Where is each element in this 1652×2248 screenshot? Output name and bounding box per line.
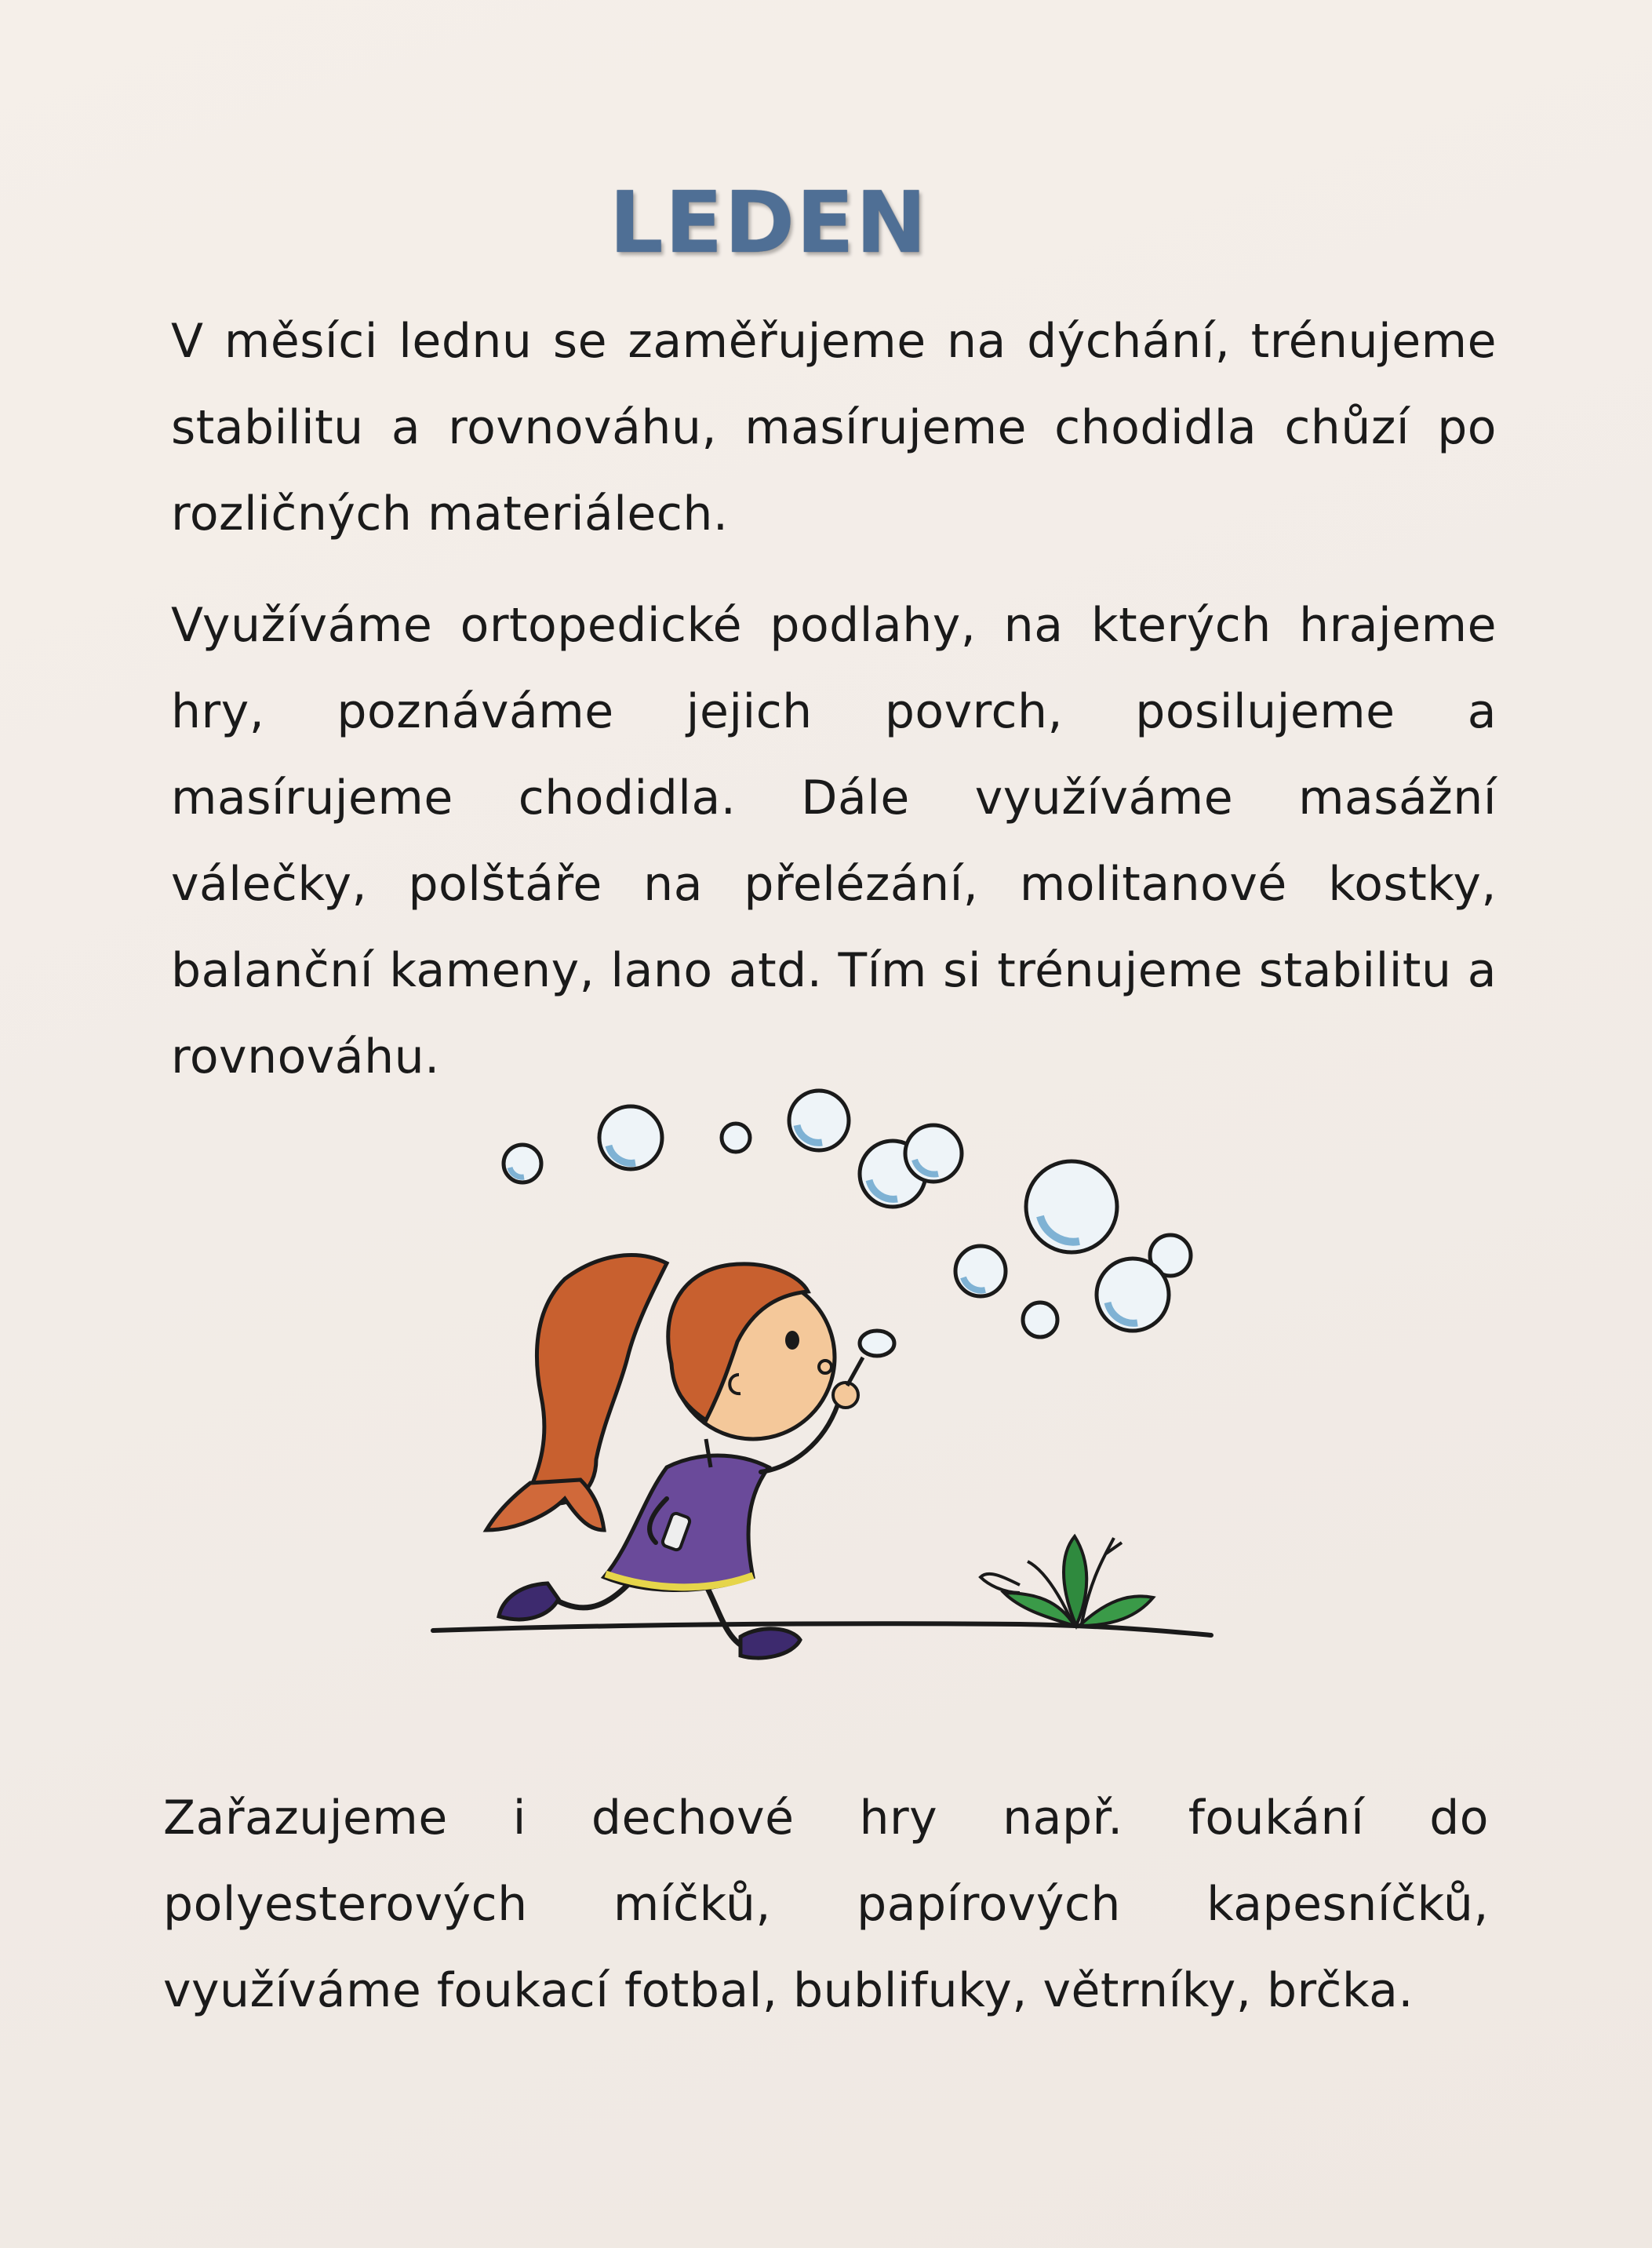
page-title: LEDEN [609,174,929,273]
bubble-icon [789,1091,849,1150]
bubble-icon [1097,1259,1169,1331]
paragraph-orthopedic: Využíváme ortopedické podlahy, na kterých hrajeme hry, poznáváme jejich povrch, posilujeme a masírujeme chodidla. Dále využíváme masážní válečky, polštáře na přelézání, molitanové kostky, balanční kameny, lano atd. Tím si trénujeme stabilitu a rovnováhu. [171,598,1497,1084]
bubble-icon [1023,1303,1057,1337]
girl-blowing-bubbles-illustration [424,1075,1232,1679]
bubble-icon [722,1124,750,1152]
paragraph-breathing: V měsíci lednu se zaměřujeme na dýchání, trénujeme stabilitu a rovnováhu, masírujeme chodidla chůzí po rozličných materiálech. [171,314,1497,541]
girl-figure [486,1255,894,1658]
paragraph-breathing-games: Zařazujeme i dechové hry např. foukání do polyesterových míčků, papírových kapesníčků, využíváme foukací fotbal, bublifuky, větrníky, brčka. [163,1791,1489,2018]
bubble-icon [1026,1161,1117,1252]
plant-icon [981,1536,1153,1627]
ponytail-icon [526,1255,667,1504]
bubble-icon [504,1145,541,1182]
bubble-icon [955,1246,1006,1296]
shoe-icon [499,1583,559,1620]
shoe-icon [740,1629,800,1658]
bubble-icon [905,1125,962,1182]
bubble-icon [599,1106,662,1169]
